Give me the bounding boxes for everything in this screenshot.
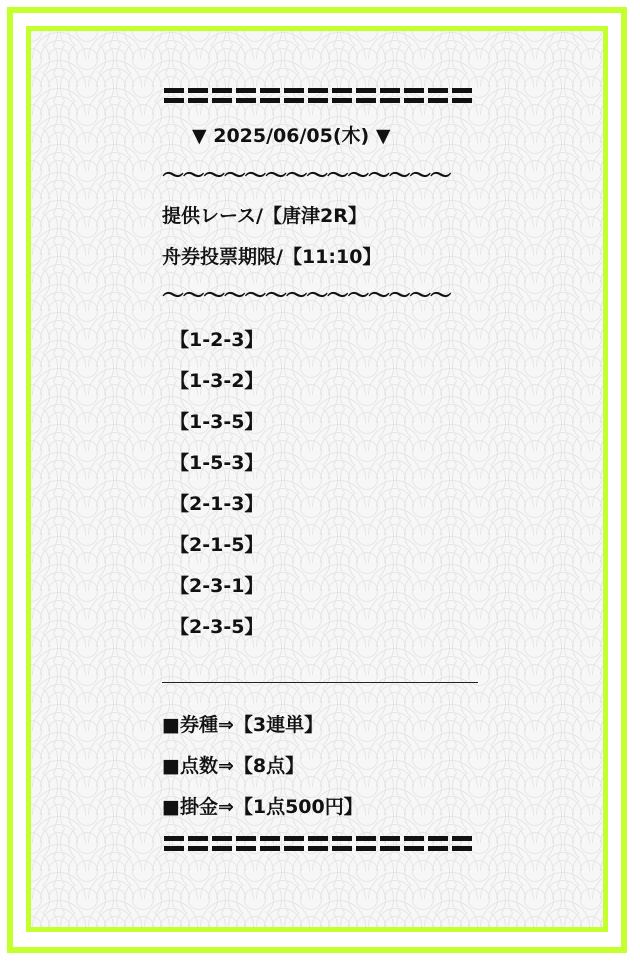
prediction-card xyxy=(162,80,482,862)
divider xyxy=(162,682,478,683)
bet-combination: 【2-1-3】 xyxy=(170,493,264,515)
points-line: ■点数⇒【8点】 xyxy=(162,755,305,777)
deadline-line: 舟券投票期限/【11:10】 xyxy=(162,246,382,268)
stake-line: ■掛金⇒【1点500円】 xyxy=(162,796,363,818)
wave-rule-top: 〜〜〜〜〜〜〜〜〜〜〜〜〜〜 xyxy=(162,164,451,189)
ticket-type-line: ■券種⇒【3連単】 xyxy=(162,714,324,736)
bet-combination: 【2-3-1】 xyxy=(170,575,264,597)
bet-combination: 【1-2-3】 xyxy=(170,329,264,351)
bet-combination: 【2-3-5】 xyxy=(170,616,264,638)
bottom-double-rule xyxy=(162,828,482,862)
bet-combination: 【1-3-2】 xyxy=(170,370,264,392)
bet-list xyxy=(162,320,482,648)
date-line: ▼ 2025/06/05(木) ▼ xyxy=(192,125,391,147)
bet-combination: 【2-1-5】 xyxy=(170,534,264,556)
race-line: 提供レース/【唐津2R】 xyxy=(162,205,367,227)
top-double-rule xyxy=(162,80,482,114)
bet-combination: 【1-3-5】 xyxy=(170,411,264,433)
wave-rule-middle: 〜〜〜〜〜〜〜〜〜〜〜〜〜〜 xyxy=(162,284,451,309)
bet-combination: 【1-5-3】 xyxy=(170,452,264,474)
